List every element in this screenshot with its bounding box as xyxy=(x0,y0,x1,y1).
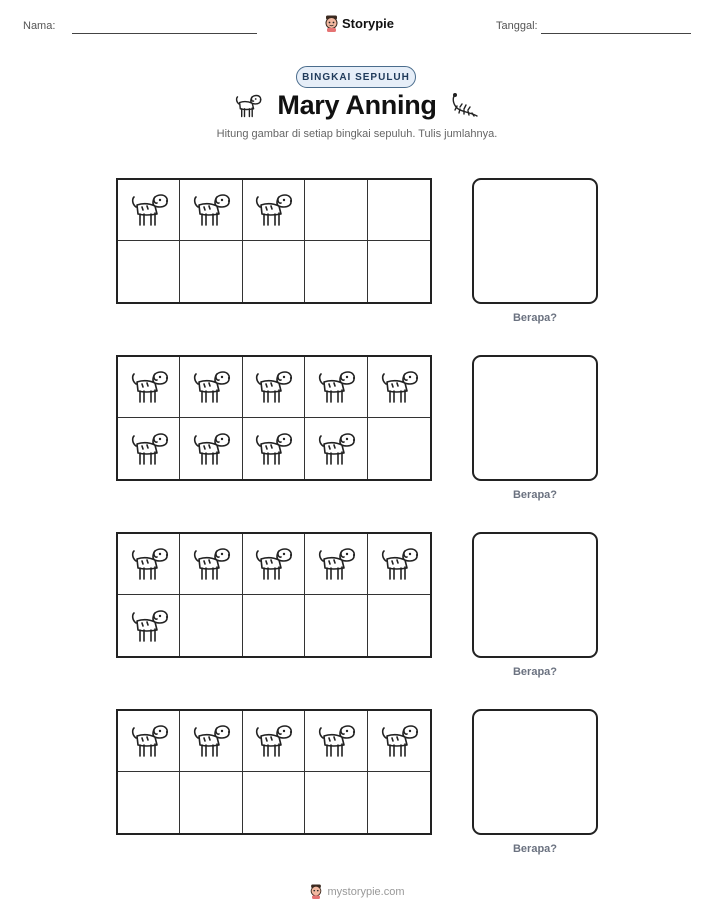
ten-frame-cell xyxy=(180,595,242,656)
answer-box-2[interactable] xyxy=(472,355,598,481)
storypie-mascot-icon xyxy=(324,15,339,32)
dog-icon xyxy=(129,724,169,758)
ten-frame-cell xyxy=(243,595,305,656)
footer xyxy=(0,884,714,899)
storypie-mascot-icon xyxy=(309,884,323,899)
brand-name: Storypie xyxy=(342,15,395,31)
ten-frame-cell xyxy=(118,711,180,772)
dog-icon xyxy=(253,724,293,758)
dog-icon xyxy=(129,609,169,643)
dog-icon xyxy=(191,724,231,758)
dog-icon xyxy=(191,547,231,581)
ten-frame-cell xyxy=(368,711,430,772)
dog-icon xyxy=(129,547,169,581)
dog-icon xyxy=(379,724,419,758)
dog-icon xyxy=(379,370,419,404)
ten-frame-cell xyxy=(368,595,430,656)
ten-frame-cell xyxy=(305,534,367,595)
ten-frame-cell xyxy=(180,418,242,479)
date-label: Tanggal: xyxy=(496,20,538,32)
dog-icon xyxy=(191,370,231,404)
name-label: Nama: xyxy=(23,20,56,32)
dog-icon xyxy=(253,370,293,404)
answer-label: Berapa? xyxy=(512,666,558,678)
worksheet-type-badge: BINGKAI SEPULUH xyxy=(296,66,416,88)
ten-frame-cell xyxy=(118,241,180,302)
ten-frame-cell xyxy=(305,357,367,418)
ten-frame-cell xyxy=(305,711,367,772)
worksheet-title: Mary Anning xyxy=(277,90,437,120)
footer-site: mystorypie.com xyxy=(327,885,405,898)
ten-frame-cell xyxy=(243,772,305,833)
ten-frame-cell xyxy=(243,418,305,479)
dog-icon xyxy=(129,432,169,466)
date-line[interactable] xyxy=(541,33,691,34)
ten-frame-cell xyxy=(368,418,430,479)
ten-frame-cell xyxy=(118,534,180,595)
ten-frame-cell xyxy=(368,241,430,302)
plesiosaur-skeleton-icon xyxy=(450,92,480,120)
dog-icon xyxy=(129,370,169,404)
ten-frame-cell xyxy=(368,357,430,418)
ten-frame-cell xyxy=(118,180,180,241)
ten-frame-cell xyxy=(243,357,305,418)
ten-frame-4 xyxy=(116,709,432,835)
ten-frame-cell xyxy=(118,418,180,479)
dog-icon xyxy=(253,432,293,466)
dog-icon xyxy=(316,370,356,404)
ten-frame-2 xyxy=(116,355,432,481)
dog-icon xyxy=(379,547,419,581)
ten-frame-3 xyxy=(116,532,432,658)
instructions-text: Hitung gambar di setiap bingkai sepuluh. Tulis jumlahnya. xyxy=(216,128,498,140)
answer-box-3[interactable] xyxy=(472,532,598,658)
ten-frame-cell xyxy=(243,534,305,595)
answer-box-1[interactable] xyxy=(472,178,598,304)
ten-frame-cell xyxy=(305,180,367,241)
ten-frame-cell xyxy=(368,772,430,833)
answer-label: Berapa? xyxy=(512,489,558,501)
ten-frame-cell xyxy=(180,534,242,595)
dog-icon xyxy=(253,193,293,227)
ten-frame-cell xyxy=(118,772,180,833)
ten-frame-cell xyxy=(180,772,242,833)
ten-frame-1 xyxy=(116,178,432,304)
dog-icon xyxy=(129,193,169,227)
ten-frame-cell xyxy=(180,180,242,241)
ten-frame-cell xyxy=(180,711,242,772)
answer-box-4[interactable] xyxy=(472,709,598,835)
name-line[interactable] xyxy=(72,33,257,34)
dog-icon xyxy=(191,432,231,466)
ten-frame-cell xyxy=(368,534,430,595)
ten-frame-cell xyxy=(118,595,180,656)
ten-frame-cell xyxy=(180,241,242,302)
answer-label: Berapa? xyxy=(512,843,558,855)
ten-frame-cell xyxy=(180,357,242,418)
dog-icon xyxy=(253,547,293,581)
answer-label: Berapa? xyxy=(512,312,558,324)
ten-frame-cell xyxy=(305,241,367,302)
dog-icon xyxy=(316,724,356,758)
ten-frame-cell xyxy=(118,357,180,418)
ten-frame-cell xyxy=(305,595,367,656)
ten-frame-cell xyxy=(305,418,367,479)
ten-frame-cell xyxy=(305,772,367,833)
worksheet-header xyxy=(0,0,714,50)
dog-icon xyxy=(316,547,356,581)
brand-logo xyxy=(324,13,394,33)
dog-icon xyxy=(191,193,231,227)
dog-icon xyxy=(316,432,356,466)
ten-frame-cell xyxy=(368,180,430,241)
ten-frame-cell xyxy=(243,711,305,772)
ten-frame-cell xyxy=(243,180,305,241)
ten-frame-cell xyxy=(243,241,305,302)
